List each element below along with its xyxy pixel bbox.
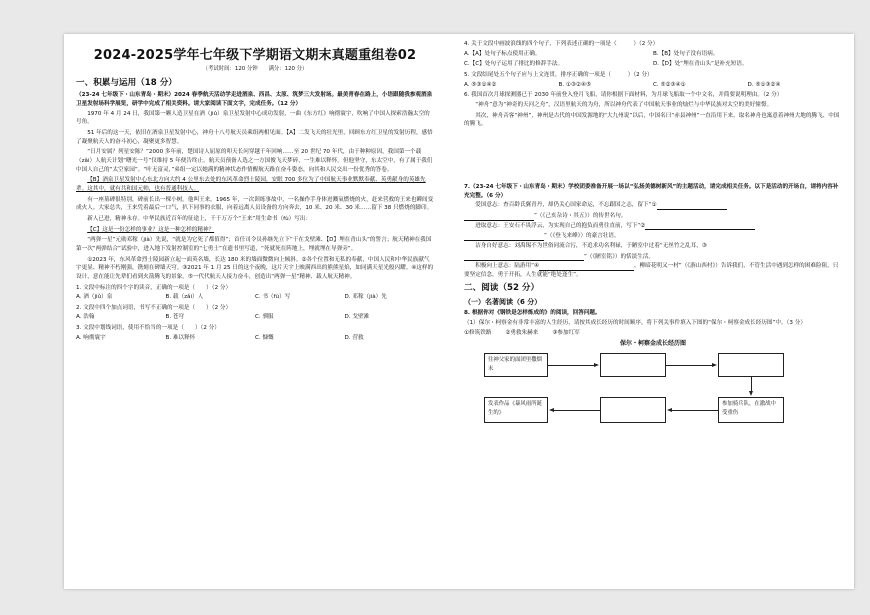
fill-text: 洁身自好意志：刘禹锡不为世俗同流合污，不追求功名利禄，于陋室中过着“无丝竹之乱耳，③ — [475, 242, 707, 249]
question-options — [464, 60, 842, 69]
option-c[interactable]: C. ⑤②③④① — [653, 81, 686, 88]
passage-paragraph: 1970 年 4 月 24 日，我国第一颗人造卫星在酒（jiǔ）泉卫星发射中心成功发射，一曲《东方红》响彻寰宇，吹响了中国人探索浩瀚太空的号角。 — [76, 110, 430, 126]
question-2 — [76, 304, 434, 322]
question-8-stem: 8. 根据你对《钢铁是怎样炼成的》的阅读，回答问题。 — [464, 310, 601, 317]
fill-line — [464, 201, 842, 210]
option-a[interactable]: A. ⑤③①④② — [464, 81, 497, 88]
section-heading-part1: 一、积累与运用（18 分） — [76, 78, 177, 89]
question-5 — [464, 71, 842, 89]
option-b[interactable]: B. ①③②④⑤ — [558, 81, 591, 88]
material-paragraph: 其次，神舟音客“神州”，神州是古代的中国发源地的“大九州说”以后，中国名曰“赤县神州”一直沿用下来，取名神舟也寓意着神州大地的腾飞、中国的腾飞。 — [464, 112, 840, 128]
question-options — [464, 50, 842, 59]
arrow-right-icon — [594, 363, 599, 367]
passage-paragraph: 新人已进，精神永存。中华民族近百年的征途上，千千万万个“王来”用生命书（fù）写出： — [87, 215, 312, 222]
question-stem: 3. 文段中划线词语，使用不恰当的一项是（ ）（2 分） — [76, 325, 220, 332]
page-title: 2024-2025学年七年级下学期语文期末真题重组卷02 — [93, 48, 417, 63]
question-stem: 6. 我国首次月球探测器已于 2030 年前登入登月飞船，请你根据下面材料，为月球飞船取一个中文名，并简要说明理由。（2 分） — [464, 92, 783, 99]
question-8-1: （1）保尔・柯察金有非常丰富的人生经历，请按其成长经历的时间顺序，将下列关事件填入下图的“保尔・柯察金成长经历图”中。（3 分） — [464, 320, 806, 327]
fill-line — [464, 253, 842, 262]
option-d[interactable]: D.【D】处“埋在青山头”是补充短语。 — [653, 61, 748, 68]
option-d[interactable]: D. 营救 — [344, 334, 364, 341]
growth-diagram — [464, 339, 842, 429]
event-choices — [464, 329, 842, 338]
connector-line — [666, 365, 712, 366]
question-stem: 7.（23-24 七年级下・山东青岛・期末）学校团委准备开展一场以“弘扬美德树新风”的主题活动，请完成相关任务。以下是活动的开场白，请将内容补充完整。（6 分） — [464, 183, 839, 199]
fill-text: ”（《登飞来峰》）的豪言壮语。 — [544, 233, 620, 240]
diagram-blank-box[interactable] — [600, 353, 666, 377]
question-options — [76, 293, 434, 302]
exam-info: （考试时间：120 分钟 满分：120 分） — [202, 66, 308, 72]
connector-line — [548, 365, 594, 366]
question-3 — [76, 324, 434, 342]
question-options — [76, 334, 434, 343]
blank-2-cont[interactable] — [464, 234, 544, 241]
diagram-blank-box[interactable] — [600, 397, 666, 423]
fill-line — [464, 222, 842, 231]
blank-1-cont[interactable] — [464, 214, 534, 221]
passage-paragraph: “两弹一星”元勋邓稼（jià）先说，“就是为它死了都值得”；首任司令员孙继先立下“干在戈壁滩、【D】埋在青山头”的誓言；航天精神在我国第一次“两弹结合”试验中，进入地下发射控制室的“七勇士”在遗书里写道，“死就死在阵地上，埋就埋在导弹旁”。 — [76, 237, 432, 252]
option-d[interactable]: D. ⑤①③②④ — [747, 81, 781, 88]
option-d[interactable]: D. 邓稼（jià）先 — [344, 294, 387, 301]
blank-3[interactable] — [464, 254, 584, 261]
fill-line — [464, 262, 842, 279]
fill-line — [464, 242, 842, 251]
connector-line — [554, 410, 600, 411]
arrow-left-icon — [667, 408, 672, 412]
connector-line — [672, 410, 718, 411]
right-column — [464, 40, 842, 429]
event-choice: ①修筑铁路 — [464, 329, 492, 336]
sub-section-heading: （一）名著阅读（6 分） — [464, 298, 542, 307]
blank-1[interactable] — [657, 203, 727, 210]
option-a[interactable]: A. 响彻寰宇 — [76, 334, 106, 341]
fill-text: ”（《己亥杂诗・其五》）的传世名句。 — [534, 212, 627, 219]
question-stem: 1. 文段中标注的四个字的读音，正确的一项是（ ）（2 分） — [76, 284, 232, 291]
passage-paragraph: 51 年后的这一天，依旧在酒泉卫星发射中心，神舟十八号航天员乘组两相见面。【A】二发飞天的壮光里，回顾东方红卫星的发射历程，感悟了凝聚航天人的奋斗初心，凝聚更多智慧。 — [76, 130, 433, 145]
fill-line — [464, 232, 842, 241]
option-d[interactable]: D. 戈壁滩 — [344, 314, 370, 321]
passage-paragraph: “日月安属？列星安陈？”2000 多年前，楚国诗人屈原的叩天长问穿越千年回响……至 20 世纪 70 年代，由于种种原因，我国第一个载（zǎi）人航天计划“曙光一号”仅维持 5 年便告终止。航天员预备人选之一方国俊飞天梦碎，一生难以释怀。但他坚守，东太空中，有了属于我们中国人自己的“太空家园”。“叶无富灵，”弟组一定以她满的精神状态作情醒航天路在奋斗姿态，向其和人民交出一份优秀的答卷。 — [76, 149, 433, 173]
option-b[interactable]: B.【B】处句子没有语病。 — [653, 50, 719, 57]
option-a[interactable]: A.【A】处句子标点使用正确。 — [464, 50, 541, 57]
diagram-box-wounded: 参加骑兵队，在激战中受重伤 — [718, 397, 784, 423]
fill-text: 进取意志：王安石不畏浮云，为实现自己的抱负而勇往直前，写下“② — [475, 222, 646, 229]
event-choice: ②勇救朱赫来 — [505, 329, 539, 336]
option-b[interactable]: B. 苍穹 — [165, 314, 185, 321]
question-4 — [464, 40, 842, 69]
diagram-box-publication: 发表作品《暴风雨所诞生的》 — [484, 397, 548, 423]
question-7 — [464, 183, 842, 280]
blank-4[interactable] — [539, 264, 634, 271]
question-stem: 2. 文段中四个加点词语，书写不正确的一项是（ ）（2 分） — [76, 304, 232, 311]
connector-line — [751, 377, 752, 391]
left-column — [76, 34, 434, 344]
option-b[interactable]: B. 难以释怀 — [165, 334, 196, 341]
passage-question-line: 【C】这是一份怎样的事业？这是一种怎样的精神？ — [87, 226, 215, 233]
passage-paragraph: 有一座墓碑很特别，碑前长出一棵小树。他叫王来。1965 年，一次训练事故中，一名操作手身体迸溅氧燃烧的火，赶来营救的王来也瞬间变成火人。大家总共，王来凭着最后一口气，扒下同事的衣服，向着远离人员设备的方向奔去，10 米、20 米、30 米……留下 38 只燃烧的脚印。 — [76, 196, 434, 212]
fill-text: 爱国意志：查百龄氏翼青丹，却仍关心国家命运，不忘跟国之志，留下“① — [475, 202, 657, 209]
exam-sheet — [64, 34, 854, 589]
option-b[interactable]: B. 载（zǎi）人 — [165, 294, 204, 301]
arrow-right-icon — [712, 363, 717, 367]
arrow-left-icon — [549, 408, 554, 412]
answer-area[interactable] — [464, 131, 842, 183]
diagram-blank-box[interactable] — [718, 353, 784, 377]
question-options — [464, 81, 842, 90]
diagram-box-start: 往神父家的面团里撒烟末 — [484, 353, 548, 377]
arrow-down-icon — [749, 391, 753, 396]
fill-text: ”（《陋室铭》）的恬淡生活。 — [584, 253, 655, 260]
question-stem: 5. 文段结尾处五个句子应与上文连贯，排序正确的一项是（ ）（2 分） — [464, 71, 653, 78]
question-6 — [464, 91, 842, 183]
option-c[interactable]: C. 慷慨 — [255, 334, 274, 341]
option-c[interactable]: C. 驯服 — [255, 314, 274, 321]
material-paragraph: “神舟”意为“神奇的天河之舟”，汉语里航天的为舟，所以神舟代表了中国航天事业的灿烂与中华民族对太空的美好憧憬。 — [475, 101, 773, 108]
fill-text: 积极向上意志：陆游用“④ — [475, 263, 540, 270]
option-a[interactable]: A. 酒（jiǔ）泉 — [76, 294, 113, 301]
passage-paragraph-underlined: 【B】酒泉卫星发射中心东北方向大约 4 公里东去处的东风革命烈士陵园，安眠 700 多位为了中国航天事业默默奉献、英勇献身的英雄先辈。这其中，就有共和国元帅，也有普通科技人。 — [76, 177, 426, 192]
fill-text: ，柳暗花明又一村”（《游山西村》）告诉我们，不管生活中遇到怎样的困难险阻，只要坚定信念，勇于开拓，人生就能“绝处逢生”。 — [464, 263, 839, 278]
option-a[interactable]: A. 浩翰 — [76, 314, 95, 321]
question-1 — [76, 284, 434, 302]
option-c[interactable]: C. 书（fù）写 — [255, 294, 291, 301]
question-options — [76, 313, 434, 322]
passage-paragraph: ①2023 年，东风革命烈士陵园新立起一面英名墙，长达 180 米的墙面微微向上倾斜。②各个位置和无私的奉献，中国人民和中华民族献气宇更显、精神不朽刚强，镌刻在碑墙天穹。③2021 年 1 月 25 日的这个夜晚，这片天宇上映满西出的熊熊星焰，如同满天星光般闪耀。④这样的设计，意在能让先辈们看到火箭腾飞的景象。⑤一代代航天人接力奋斗，创造出“两弹一星”精神、载人航天精神。 — [76, 256, 434, 280]
part1-intro: （23-24 七年级下・山东青岛・期末）2024 春季航天活动学走进酒泉、西昌、太原、筑梦三大发射场。最美青春在路上，小语跟随我参观酒泉卫星发射场科学展览，研学中完成了相关资料。请大家阅读下面文字，完成任务。（12 分） — [76, 92, 433, 108]
question-stem: 4. 关于文段中画波浪线的四个句子，下列表述正确的一项是（ ）（2 分） — [464, 41, 659, 47]
option-c[interactable]: C.【C】处句子运用了排比的修辞手法。 — [464, 61, 564, 68]
fill-line — [464, 212, 842, 221]
event-choice: ③参加红军 — [552, 329, 580, 336]
section-heading-part2: 二、阅读（52 分） — [464, 283, 540, 294]
diagram-title: 保尔・柯察金成长经历图 — [619, 340, 686, 348]
blank-2[interactable] — [645, 223, 755, 230]
